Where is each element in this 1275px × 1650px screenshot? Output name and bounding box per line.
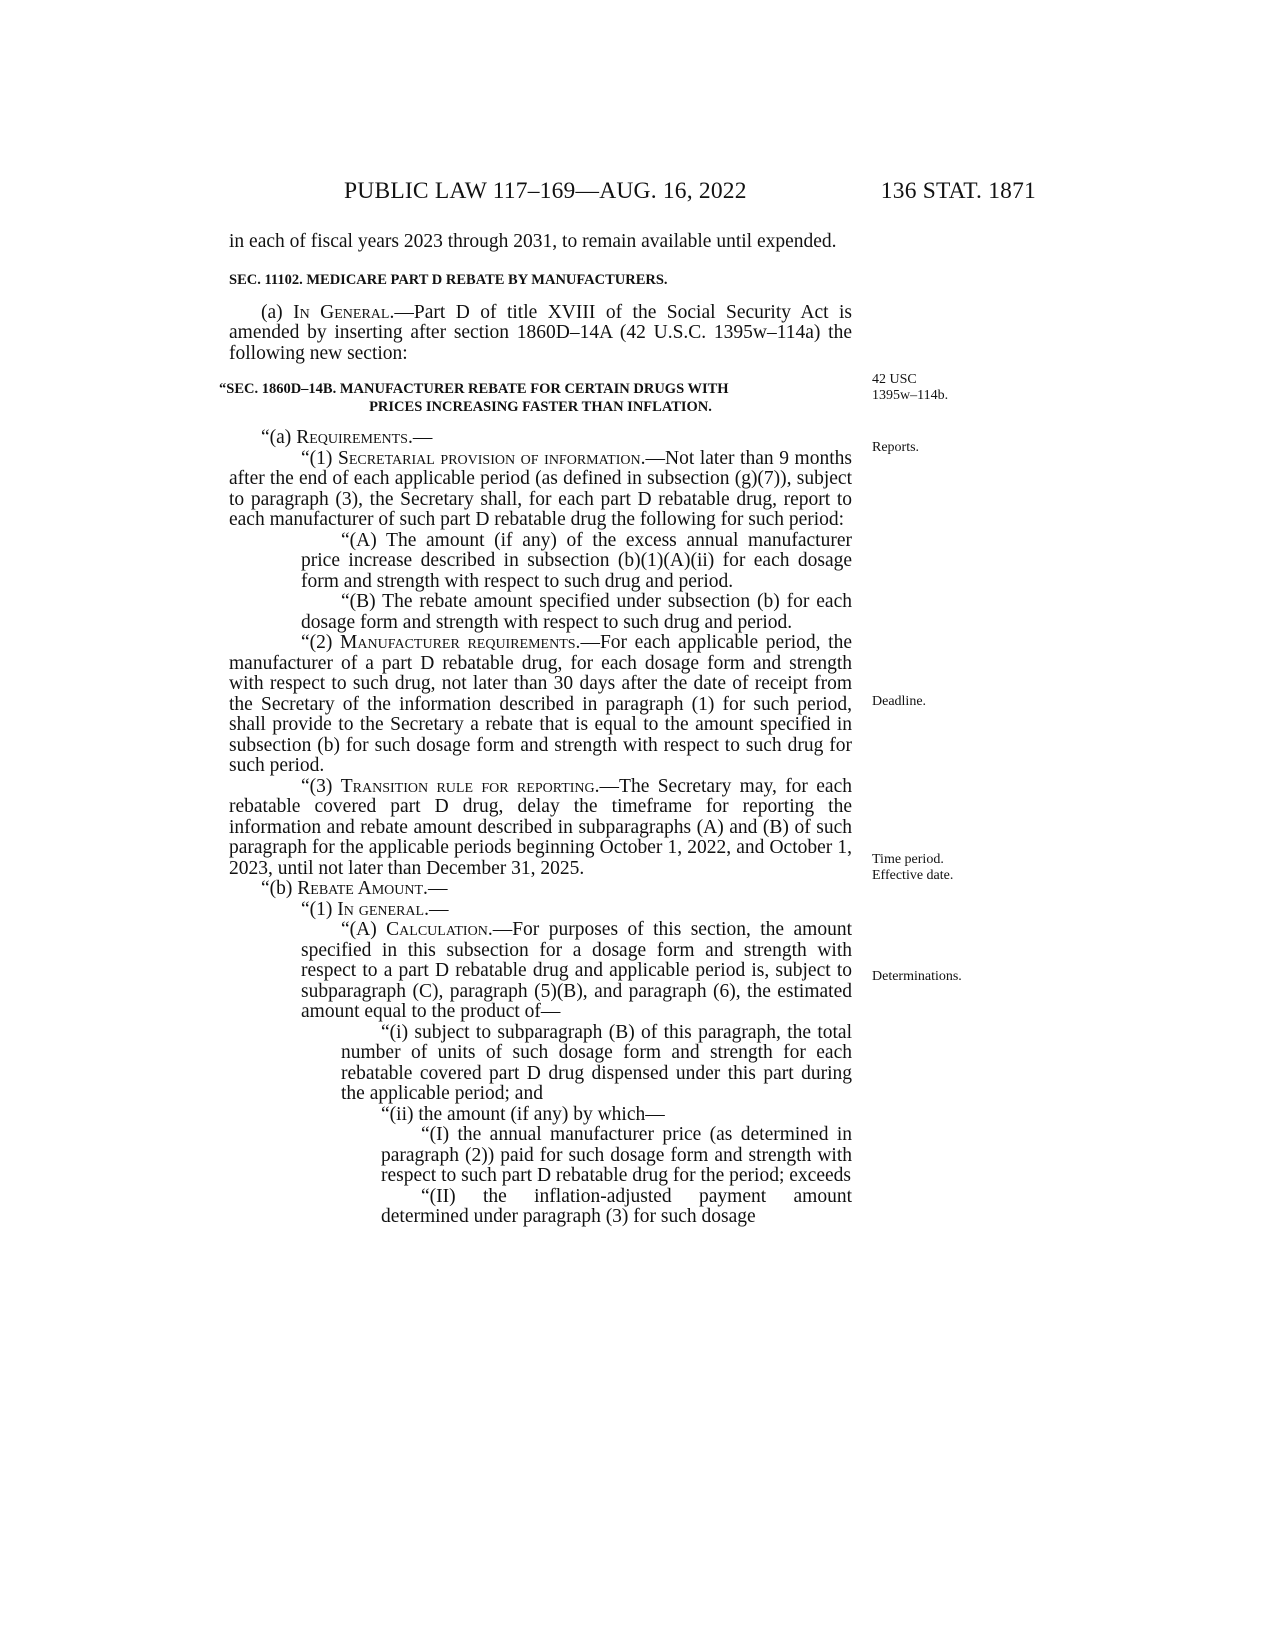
text: —For each applicable period, the manufacturer of a part D rebatable drug, for each dosage form and strength with respect to such drug, not later than 30 days after the date of receipt from the Secretary of the information described in paragraph (1) for such period, shall provide to the Secretary a rebate that is equal to the amount specified in subsection (b) for such dosage form and strength with respect to such drug for such period. [229,632,852,776]
subparagraph-1-A: “(A) The amount (if any) of the excess annual manufacturer price increase described in subsection (b)(1)(A)(ii) for each dosage form and strength with respect to such drug and period. [301,529,852,592]
margin-note-reports: Reports. [872,440,920,455]
caption: In General. [293,301,395,323]
new-section-heading-line-1: “SEC. 1860D–14B. MANUFACTURER REBATE FOR CERTAIN DRUGS WITH [219,381,729,397]
label: “(A) [341,919,387,940]
label: “(3) [301,775,341,797]
main-text-column [219,231,852,1228]
margin-note-deadline: Deadline. [872,694,927,709]
paragraph-2 [229,633,852,777]
running-title: PUBLIC LAW 117–169—AUG. 16, 2022 [344,178,747,204]
subclause-I: “(I) the annual manufacturer price (as determined in paragraph (2)) paid for such dosage form and strength with respect to such part D rebatable drug for the period; exceeds [381,1124,852,1186]
margin-note-determinations: Determinations. [872,969,962,984]
section-heading: SEC. 11102. MEDICARE PART D REBATE BY MANUFACTURERS. [229,271,668,288]
subsection-a [229,303,852,365]
subclause-II: “(II) the inflation-adjusted payment amount determined under paragraph (3) for such dosage [381,1185,852,1227]
paragraph-3 [229,777,852,880]
running-header [229,178,1036,212]
label: “(b) [261,878,298,899]
dash: — [427,878,448,899]
caption: In general. [337,898,429,920]
margin-note-usc-line-2: 1395w–114b. [872,388,949,403]
clause-ii: “(ii) the amount (if any) by which— [381,1103,665,1125]
subsection-a-requirements [229,428,852,449]
text: —The Secretary may, for each rebatable covered part D drug, delay the timeframe for reporting the information and rebate amount described in subparagraphs (A) and (B) of such paragraph for the applicable periods beginning October 1, 2022, and October 1, 2023, until not later than December 31, 2025. [229,775,852,879]
dash: — [428,898,449,920]
text: —Part D of title XVIII of the Social Security Act is amended by inserting after section 1860D–14A (42 U.S.C. 1395w–114a) the following new section: [229,301,852,364]
label: “(1) [301,898,338,920]
caption: Manufacturer requirements. [340,632,581,653]
margin-note-usc-line-1: 42 USC [872,372,917,387]
margin-note-time-period: Time period. [872,852,944,867]
paragraph-1 [229,449,852,531]
caption: Rebate Amount. [297,878,428,899]
text: —Not later than 9 months after the end of each applicable period (as defined in subsection (g)(7)), subject to paragraph (3), the Secretary shall, for each part D rebatable drug, report to each manufacturer of such part D rebatable drug the following for such period: [229,447,852,530]
caption: Requirements. [296,427,413,448]
dash: — [412,427,433,448]
new-section-heading-line-2: PRICES INCREASING FASTER THAN INFLATION. [369,399,712,415]
caption: Calculation. [386,919,493,940]
label: “(1) [301,447,338,469]
label: (a) [261,301,294,323]
clause-i: “(i) subject to subparagraph (B) of this paragraph, the total number of units of such dosage form and strength for each rebatable covered part D drug dispensed under this part during the applicable period; and [341,1021,852,1104]
margin-note-effective-date: Effective date. [872,868,954,883]
new-section-heading [219,380,852,416]
page-number: 136 STAT. 1871 [880,178,1036,204]
subparagraph-b-1-A [229,920,852,1023]
label: “(2) [301,632,341,653]
caption: Transition rule for reporting. [340,775,600,797]
margin-note-usc [872,372,948,404]
label: “(a) [261,427,297,448]
caption: Secretarial provision of information. [337,447,646,469]
subparagraph-1-B: “(B) The rebate amount specified under subsection (b) for each dosage form and strength with respect to such drug and period. [301,591,852,633]
text: —For purposes of this section, the amount specified in this subsection for a dosage form and strength with respect to a part D rebatable drug and applicable period is, subject to subparagraph (C), paragraph (5)(B), and paragraph (6), the estimated amount equal to the product of— [301,919,852,1022]
paragraph-b-1 [229,900,852,921]
subsection-b-rebate-amount [229,879,852,900]
paragraph-intro: in each of fiscal years 2023 through 2031, to remain available until expended. [229,231,837,252]
